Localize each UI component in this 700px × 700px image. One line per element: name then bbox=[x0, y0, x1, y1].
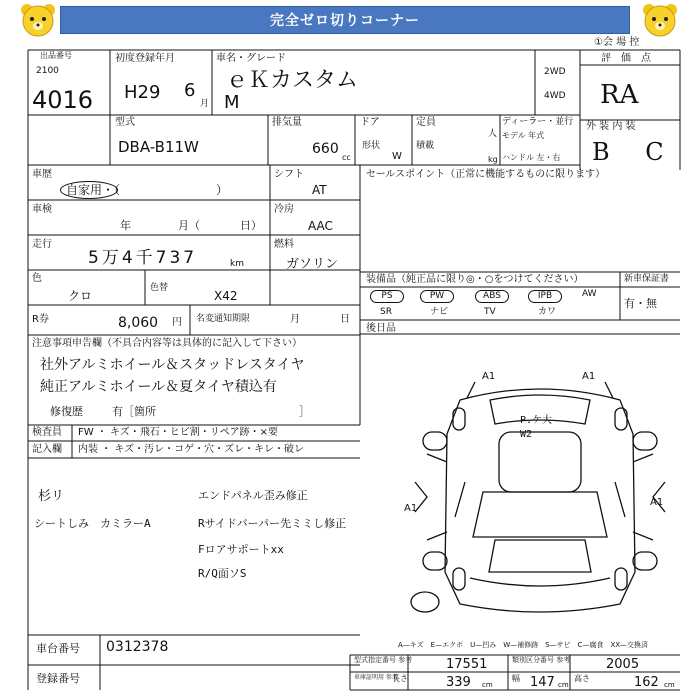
aircon-value: AAC bbox=[308, 219, 333, 233]
registration-label: 初度登録年月 bbox=[115, 53, 175, 64]
equipment-item: ナビ bbox=[430, 307, 449, 317]
usage-label: 車歴 bbox=[32, 169, 52, 180]
door-shape-value: W bbox=[392, 151, 402, 162]
size-reference-label: 車庫証明用 参考 bbox=[354, 674, 398, 681]
capacity-unit: 人 bbox=[488, 129, 498, 139]
diagram-mark-right: A1 bbox=[650, 497, 664, 508]
mileage-unit: km bbox=[230, 259, 244, 269]
color-code: X42 bbox=[214, 289, 238, 303]
equipment-item: AW bbox=[582, 289, 597, 299]
recycle-value: 8,060 bbox=[118, 315, 159, 331]
designation-value: 17551 bbox=[446, 657, 488, 672]
height-value: 162 bbox=[634, 675, 659, 690]
inspector-label: 検査員 bbox=[32, 427, 62, 438]
gaisou-naisou-value: B C bbox=[592, 138, 678, 166]
handwritten-right-4: R/Q面ソS bbox=[198, 567, 247, 580]
fuel-value: ガソリン bbox=[286, 257, 339, 272]
car-damage-diagram bbox=[395, 372, 685, 622]
door-shape-label: 形状 bbox=[362, 141, 381, 151]
width-value: 147 bbox=[530, 675, 555, 690]
mileage-value: 5万4千737 bbox=[88, 248, 198, 268]
inspection-day-label: 日） bbox=[240, 219, 262, 232]
header-partial-label: ①会 場 控 bbox=[594, 37, 640, 48]
model-name-label: 車名・グレード bbox=[216, 53, 286, 64]
inspection-year-label: 年 bbox=[120, 219, 131, 232]
drive-2wd: 2WD bbox=[544, 67, 566, 77]
displacement-label: 排気量 bbox=[272, 117, 302, 128]
handle-label: ハンドル 左・右 bbox=[502, 153, 561, 162]
registration-year: H29 bbox=[124, 82, 161, 103]
inspector-row-1: FW ・ キズ・飛石・ヒビ割・リペア跡・×要 bbox=[78, 427, 278, 438]
equipment-item: SR bbox=[380, 307, 392, 317]
capacity-label: 定員 bbox=[416, 117, 436, 128]
model-year-label: モデル 年式 bbox=[502, 131, 545, 140]
mileage-label: 走行 bbox=[32, 239, 52, 250]
fuel-label: 燃料 bbox=[274, 239, 294, 250]
model-grade: M bbox=[224, 92, 240, 113]
equipment-item: IPB bbox=[528, 290, 562, 303]
width-label: 幅 bbox=[512, 674, 520, 683]
inspection-label: 車検 bbox=[32, 204, 52, 215]
banner-title: 完全ゼロ切りコーナー bbox=[60, 6, 630, 34]
address-change-label: 名変通知期限 bbox=[196, 314, 251, 324]
color-value: クロ bbox=[68, 289, 93, 303]
inspector-row-2: 内装 ・ キズ・汚レ・コゲ・穴・ズレ・キレ・破レ bbox=[78, 444, 305, 455]
registration-month-unit: 月 bbox=[200, 99, 210, 109]
shift-value: AT bbox=[312, 183, 327, 197]
notes-label: 注意事項申告欄（不具合内容等は具体的に記入して下さい） bbox=[32, 338, 302, 349]
lot-number-label: 出品番号 bbox=[40, 51, 72, 60]
width-unit: cm bbox=[558, 681, 569, 689]
load-unit: kg bbox=[488, 155, 498, 164]
door-label: ドア bbox=[360, 117, 380, 128]
registration-month: 6 bbox=[184, 80, 196, 101]
category-value: 2005 bbox=[606, 657, 640, 672]
equipment-item: カワ bbox=[538, 307, 557, 317]
diagram-mark-top-right: A1 bbox=[582, 371, 596, 382]
equipment-item: ABS bbox=[475, 290, 509, 303]
rear-items-label: 後日品 bbox=[366, 323, 396, 334]
dealer-label: ディーラー・並行 bbox=[502, 117, 574, 127]
color-change-label: 色替 bbox=[150, 283, 169, 293]
color-label: 色 bbox=[32, 273, 42, 284]
shift-label: シフト bbox=[274, 169, 304, 180]
record-label: 記入欄 bbox=[32, 444, 62, 455]
category-label: 類別区分番号 参考 bbox=[512, 656, 571, 664]
designation-label: 型式指定番号 参考 bbox=[354, 656, 413, 664]
notes-line-2: 純正アルミホイール＆夏タイヤ積込有 bbox=[40, 379, 277, 395]
address-change-day: 日 bbox=[340, 314, 350, 325]
model-name: ｅＫカスタム bbox=[226, 68, 359, 93]
lot-number: 4016 bbox=[32, 86, 94, 114]
chassis-label: 車台番号 bbox=[36, 642, 80, 655]
diagram-legend: A—キズ E—エクボ U—凹み W—補修跡 S—サビ C—腐食 XX—交換済 bbox=[398, 641, 649, 649]
length-label: 長さ bbox=[392, 674, 408, 683]
displacement-unit: cc bbox=[342, 153, 351, 162]
handwritten-right-2: Rサイドバーパー先ミミし修正 bbox=[198, 517, 347, 530]
lot-small-code: 2100 bbox=[36, 66, 59, 76]
handwritten-right-1: エンドパネル歪み修正 bbox=[198, 489, 308, 502]
diagram-mark-left: A1 bbox=[404, 503, 418, 514]
equipment-item: TV bbox=[484, 307, 496, 317]
address-change-month: 月 bbox=[290, 314, 300, 325]
registration-number-label: 登録番号 bbox=[36, 672, 80, 685]
inspection-month-label: 月（ bbox=[178, 219, 200, 232]
recycle-label: R券 bbox=[32, 314, 49, 325]
type-label: 型式 bbox=[115, 117, 135, 128]
diagram-roof-note: P.ケ大 W2 bbox=[520, 415, 553, 440]
height-label: 高さ bbox=[574, 674, 590, 683]
notes-line-1: 社外アルミホイール＆スタッドレスタイヤ bbox=[40, 357, 305, 373]
hyouka-label: 評 価 点 bbox=[601, 53, 651, 64]
equipment-item: PW bbox=[420, 290, 454, 303]
equipment-item: PS bbox=[370, 290, 404, 303]
height-unit: cm bbox=[664, 681, 675, 689]
repair-history-value: 有［箇所 ］ bbox=[112, 405, 310, 418]
chassis-value: 0312378 bbox=[106, 639, 169, 655]
recycle-unit: 円 bbox=[172, 317, 182, 328]
new-car-warranty-label: 新車保証書 bbox=[624, 274, 670, 284]
new-car-warranty-value: 有・無 bbox=[624, 297, 657, 310]
load-label: 積載 bbox=[416, 141, 435, 151]
handwritten-left-2: シートしみ カミラーA bbox=[34, 517, 151, 530]
gaisou-naisou-label: 外 装 内 装 bbox=[586, 121, 636, 132]
repair-history-label: 修復歴 bbox=[50, 405, 83, 418]
usage-value: 自家用・（ ） bbox=[66, 183, 229, 197]
sales-point-label: セールスポイント（正常に機能するものに限ります） bbox=[366, 169, 606, 180]
drive-4wd: 4WD bbox=[544, 91, 566, 101]
equipment-label: 装備品（純正品に限り◎・○をつけてください） bbox=[366, 274, 584, 285]
aircon-label: 冷房 bbox=[274, 204, 294, 215]
handwritten-left-1: 杉リ bbox=[38, 489, 65, 504]
diagram-mark-top-left: A1 bbox=[482, 371, 496, 382]
handwritten-right-3: Fロアサポートxx bbox=[198, 543, 284, 556]
displacement-value: 660 bbox=[312, 141, 339, 157]
type-value: DBA-B11W bbox=[118, 138, 199, 156]
length-unit: cm bbox=[482, 681, 493, 689]
length-value: 339 bbox=[446, 675, 471, 690]
hyouka-value: RA bbox=[600, 80, 639, 110]
